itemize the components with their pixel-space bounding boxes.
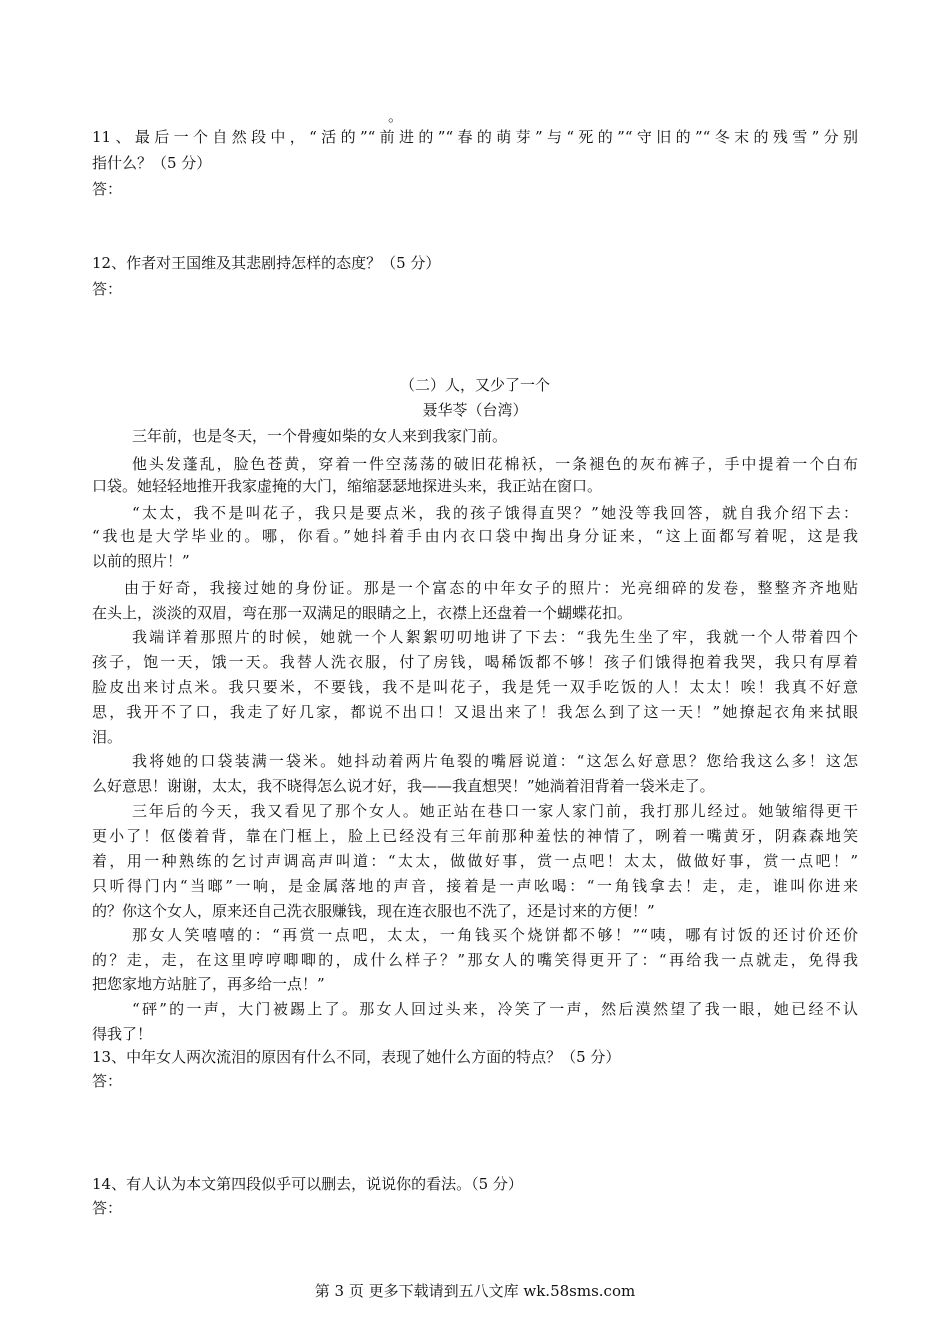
passage-line: 的？走，走，在这里哼哼唧唧的，成什么样子？”那女人的嘴笑得更开了：“再给我一点就走，免得我	[92, 951, 858, 969]
passage-line: 更小了！伛偻着背，靠在门框上，脸上已经没有三年前那种羞怯的神情了，咧着一嘴黄牙，阴森森地笑	[92, 827, 858, 845]
passage-line: 在头上，淡淡的双眉，弯在那一双满足的眼睛之上，衣襟上还盘着一个蝴蝶花扣。	[92, 604, 633, 622]
q13-question: 13、中年女人两次流泪的原因有什么不同，表现了她什么方面的特点？（5 分）	[92, 1048, 621, 1066]
passage-line: 以前的照片！”	[92, 552, 190, 570]
page-footer: 第 3 页 更多下载请到五八文库 wk.58sms.com	[314, 1282, 636, 1300]
passage-line: 只听得门内“当啷”一响，是金属落地的声音，接着是一声吆喝：“一角钱拿去！走，走，谁叫你进来	[92, 877, 858, 895]
passage-line: 三年后的今天，我又看见了那个女人。她正站在巷口一家人家门前，我打那儿经过。她皱缩得更干	[132, 802, 858, 820]
passage-line: 脸皮出来讨点米。我只要米，不要钱，我不是叫花子，我是凭一双手吃饭的人！太太！唉！我真不好意	[92, 678, 858, 696]
q14-answer-label: 答：	[92, 1199, 123, 1217]
q14-question: 14、有人认为本文第四段似乎可以删去，说说你的看法。（5 分）	[92, 1175, 523, 1193]
passage-line: 口袋。她轻轻地推开我家虚掩的大门，缩缩瑟瑟地探进头来，我正站在窗口。	[92, 477, 603, 495]
q13-answer-label: 答：	[92, 1072, 123, 1090]
stray-mark: 。	[388, 107, 404, 125]
passage-line: 着，用一种熟练的乞讨声调高声叫道：“太太，做做好事，赏一点吧！太太，做做好事，赏一点吧！”	[92, 852, 858, 870]
passage-line: “太太，我不是叫花子，我只是要点米，我的孩子饿得直哭？”她没等我回答，就自我介绍下去：	[132, 504, 858, 522]
passage-line: 得我了！	[92, 1025, 153, 1043]
q11-line-2: 指什么？（5 分）	[92, 154, 212, 172]
passage-line: 我端详着那照片的时候，她就一个人絮絮叨叨地讲了下去：“我先生坐了牢，我就一个人带着四个	[132, 628, 858, 646]
passage-line: 三年前，也是冬天，一个骨瘦如柴的女人来到我家门前。	[132, 427, 508, 445]
passage-line: 那女人笑嘻嘻的：“再赏一点吧，太太，一角钱买个烧饼都不够！”“咦，哪有讨饭的还讨价还价	[132, 926, 858, 944]
q11-answer-label: 答：	[92, 180, 123, 198]
passage-line: 孩子，饱一天，饿一天。我替人洗衣服，付了房钱，喝稀饭都不够！孩子们饿得抱着我哭，我只有厚着	[92, 653, 858, 671]
passage-title: （二）人，又少了一个	[399, 376, 550, 394]
passage-line: 的？你这个女人，原来还自己洗衣服赚钱，现在连衣服也不洗了，还是讨来的方便！”	[92, 902, 655, 920]
q12-question: 12、作者对王国维及其悲剧持怎样的态度？（5 分）	[92, 254, 441, 272]
passage-line: “我也是大学毕业的。哪，你看。”她抖着手由内衣口袋中掏出身分证来，“这上面都写着呢，这是我	[92, 527, 858, 545]
passage-line: 么好意思！谢谢，太太，我不晓得怎么说才好，我——我直想哭！”她淌着泪背着一袋米走了。	[92, 777, 715, 795]
passage-line: 把您家地方站脏了，再多给一点！”	[92, 975, 325, 993]
passage-line: 思，我开不了口，我走了好几家，都说不出口！又退出来了！我怎么到了这一天！”她撩起衣角来拭眼	[92, 703, 858, 721]
passage-line: 他头发蓬乱，脸色苍黄，穿着一件空荡荡的破旧花棉袄，一条褪色的灰布裤子，手中提着一个白布	[132, 455, 858, 473]
passage-line: “砰”的一声，大门被踢上了。那女人回过头来，冷笑了一声，然后漠然望了我一眼，她已经不认	[132, 1000, 858, 1018]
q12-answer-label: 答：	[92, 280, 123, 298]
passage-author: 聂华苓（台湾）	[422, 401, 528, 419]
passage-line: 泪。	[92, 728, 123, 746]
passage-line: 由于好奇，我接过她的身份证。那是一个富态的中年女子的照片：光亮细碎的发卷，整整齐齐地贴	[124, 579, 858, 597]
q11-line-1: 11、最后一个自然段中，“活的”“前进的”“春的萌芽”与“死的”“守旧的”“冬末的残雪”分别	[92, 128, 858, 146]
passage-line: 我将她的口袋装满一袋米。她抖动着两片龟裂的嘴唇说道：“这怎么好意思？您给我这么多！这怎	[132, 752, 858, 770]
